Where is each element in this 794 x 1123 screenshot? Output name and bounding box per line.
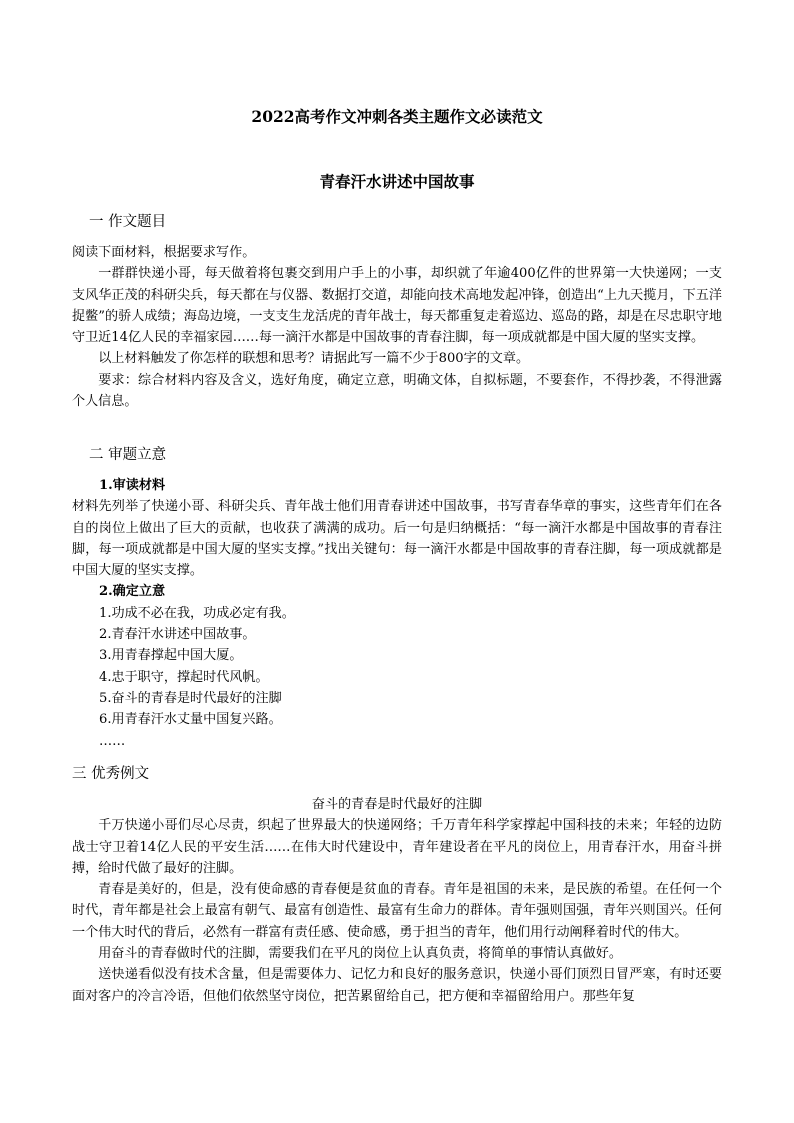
theme-item: 4.忠于职守，撑起时代风帆。: [99, 669, 269, 685]
section-heading-analysis: 二 审题立意: [89, 447, 167, 463]
prompt-material: 一群群快递小哥，每天做着将包裹交到用户手上的小事，却织就了年逾400亿件的世界第一大快递网；一支支风华正茂的科研尖兵，每天都在与仪器、数据打交道，却能向技术高地发起冲锋，创造出“上九天揽月，下五洋捉鳖”的骄人成绩；海岛边境，一支支生龙活虎的青年战士，每天都重复走着巡边、巡岛的路，却是在尽忠职守地守卫近14亿人民的幸福家园……每一滴汗水都是中国故事的青春注脚，每一项成就都是中国大厦的坚实支撑。: [72, 266, 722, 346]
section-analysis-body: [72, 475, 722, 752]
theme-item: 2.青春汗水讲述中国故事。: [99, 627, 256, 643]
theme-item: 5.奋斗的青春是时代最好的注脚: [99, 690, 282, 706]
section-sample-body: [72, 794, 722, 1007]
sample-paragraph: 送快递看似没有技术含量，但是需要体力、记忆力和良好的服务意识，快递小哥们顶烈日冒严寒，有时还要面对客户的冷言冷语，但他们依然坚守岗位，把苦累留给自己，把方便和幸福留给用户。那些年复: [72, 967, 722, 1004]
theme-item: 3.用青春撑起中国大厦。: [99, 648, 243, 664]
section-prompt-body: [72, 242, 722, 412]
essay-topic-title: 青春汗水讲述中国故事: [319, 172, 475, 191]
analysis-material-text: 材料先列举了快递小哥、科研尖兵、青年战士他们用青春讲述中国故事，书写青春华章的事实，这些青年们在各自的岗位上做出了巨大的贡献，也收获了满满的成功。后一句是归纳概括：“每一滴汗水都是中国故事的青春注脚，每一项成就都是中国大厦的坚实支撑。”找出关键句：每一滴汗水都是中国故事的青春注脚，每一项成就都是中国大厦的坚实支撑。: [72, 499, 722, 579]
prompt-lead: 阅读下面材料，根据要求写作。: [72, 245, 256, 260]
theme-item: 6.用青春汗水丈量中国复兴路。: [99, 712, 282, 728]
section-heading-prompt: 一 作文题目: [89, 214, 167, 230]
prompt-requirements: 要求：综合材料内容及含义，选好角度，确定立意，明确文体，自拟标题，不要套作，不得抄袭，不得泄露个人信息。: [72, 372, 722, 410]
sample-paragraph: 用奋斗的青春做时代的注脚，需要我们在平凡的岗位上认真负责，将简单的事情认真做好。: [98, 946, 622, 962]
theme-item: 1.功成不必在我，功成必定有我。: [99, 605, 295, 621]
section-heading-sample: 三 优秀例文: [72, 766, 150, 782]
prompt-question: 以上材料触发了你怎样的联想和思考？请据此写一篇不少于800字的文章。: [98, 351, 530, 367]
sample-essay-title: 奋斗的青春是时代最好的注脚: [311, 797, 483, 812]
sample-paragraph: 千万快递小哥们尽心尽责，织起了世界最大的快递网络；千万青年科学家撑起中国科技的未来；年轻的边防战士守卫着14亿人民的平安生活……在伟大时代建设中，青年建设者在平凡的岗位上，用青春汗水，用奋斗拼搏，给时代做了最好的注脚。: [72, 818, 722, 876]
sample-paragraph: 青春是美好的，但是，没有使命感的青春便是贫血的青春。青年是祖国的未来，是民族的希望。在任何一个时代，青年都是社会上最富有朝气、最富有创造性、最富有生命力的群体。青年强则国强，青年兴则国兴。任何一个伟大时代的背后，必然有一群富有责任感、使命感，勇于担当的青年，他们用行动阐释着时代的伟大。: [72, 882, 722, 940]
document-title: 2022高考作文冲刺各类主题作文必读范文: [251, 107, 543, 126]
theme-ellipsis: ……: [99, 733, 126, 749]
analysis-subheading-material: 1.审读材料: [99, 478, 166, 493]
analysis-subheading-theme: 2.确定立意: [99, 584, 166, 600]
